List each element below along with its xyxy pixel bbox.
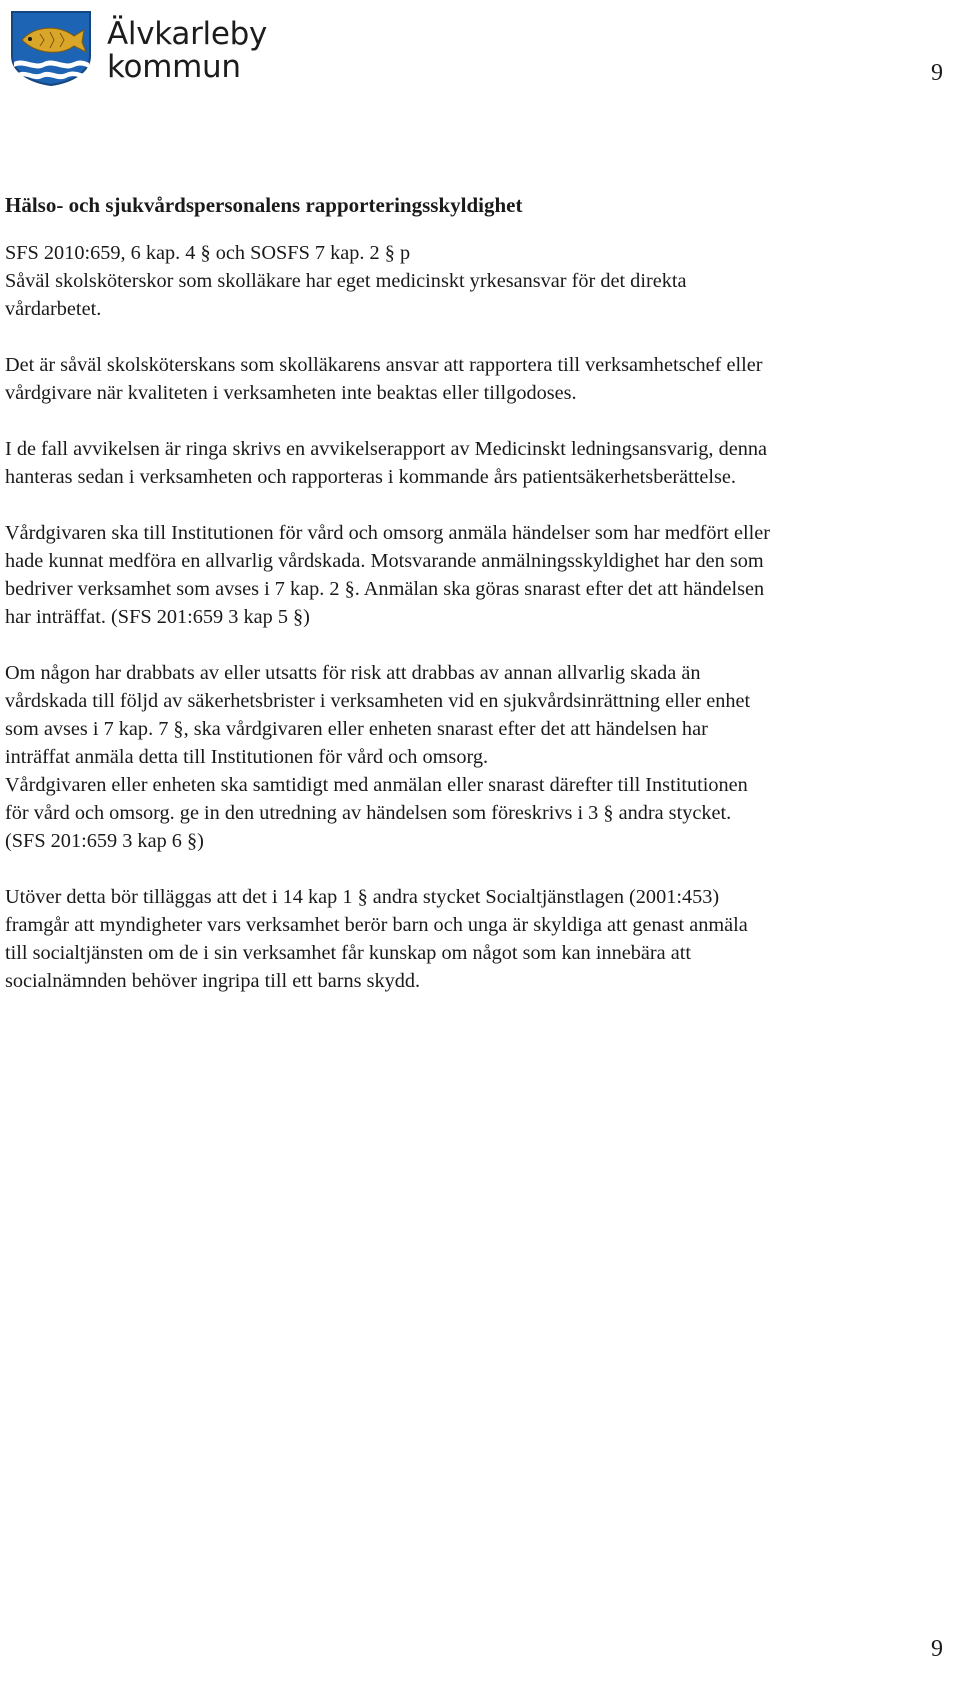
page-number-top: 9 [931,60,943,86]
municipality-shield-icon [10,10,92,86]
document-body [5,191,955,1023]
paragraph [5,351,955,407]
text-line: hade kunnat medföra en allvarlig vårdskada. Motsvarande anmälningsskyldighet har den som [5,550,764,572]
text-line: Om någon har drabbats av eller utsatts för risk att drabbas av annan allvarlig skada än [5,662,701,684]
text-line: SFS 2010:659, 6 kap. 4 § och SOSFS 7 kap. 2 § p [5,242,411,264]
text-line: hanteras sedan i verksamheten och rapporteras i kommande års patientsäkerhetsberättelse. [5,466,736,488]
text-line: Vårdgivaren eller enheten ska samtidigt med anmälan eller snarast därefter till Institutionen [5,774,748,796]
header [10,10,310,90]
municipality-logo-text [107,18,267,84]
text-line: Såväl skolsköterskor som skolläkare har eget medicinskt yrkesansvar för det direkta [5,270,687,292]
text-line: bedriver verksamhet som avses i 7 kap. 2 §. Anmälan ska göras snarast efter det att händelsen [5,578,765,600]
text-line: har inträffat. (SFS 201:659 3 kap 5 §) [5,606,310,628]
text-line: (SFS 201:659 3 kap 6 §) [5,830,204,852]
text-line: Det är såväl skolsköterskans som skolläkarens ansvar att rapportera till verksamhetschef eller [5,354,763,376]
text-line: Vårdgivaren ska till Institutionen för vård och omsorg anmäla händelser som har medfört eller [5,522,771,544]
text-line: för vård och omsorg. ge in den utredning av händelsen som föreskrivs i 3 § andra stycket. [5,802,732,824]
text-line: Utöver detta bör tilläggas att det i 14 kap 1 § andra stycket Socialtjänstlagen (2001:453) [5,886,720,908]
text-line: som avses i 7 kap. 7 §, ska vårdgivaren eller enheten snarast efter det att händelsen har [5,718,708,740]
paragraph-list [5,239,955,995]
text-line: socialnämnden behöver ingripa till ett barns skydd. [5,970,421,992]
text-line: I de fall avvikelsen är ringa skrivs en avvikelserapport av Medicinskt ledningsansvarig, denna [5,438,768,460]
paragraph [5,435,955,491]
text-line: vårdgivare när kvaliteten i verksamheten inte beaktas eller tillgodoses. [5,382,577,404]
document-title: Hälso- och sjukvårdspersonalens rapporteringsskyldighet [5,193,523,217]
paragraph [5,659,955,855]
text-line: inträffat anmäla detta till Institutionen för vård och omsorg. [5,746,489,768]
text-line: till socialtjänsten om de i sin verksamhet får kunskap om något som kan innebära att [5,942,692,964]
text-line: framgår att myndigheter vars verksamhet berör barn och unga är skyldiga att genast anmäla [5,914,748,936]
text-line: vårdskada till följd av säkerhetsbrister i verksamheten vid en sjukvårdsinrättning eller enhet [5,690,751,712]
text-line: vårdarbetet. [5,298,102,320]
logo-line-2: kommun [107,49,241,85]
logo-line-1: Älvkarleby [107,16,268,52]
page-number-bottom: 9 [931,1636,943,1662]
paragraph [5,239,955,323]
paragraph [5,883,955,995]
paragraph [5,519,955,631]
